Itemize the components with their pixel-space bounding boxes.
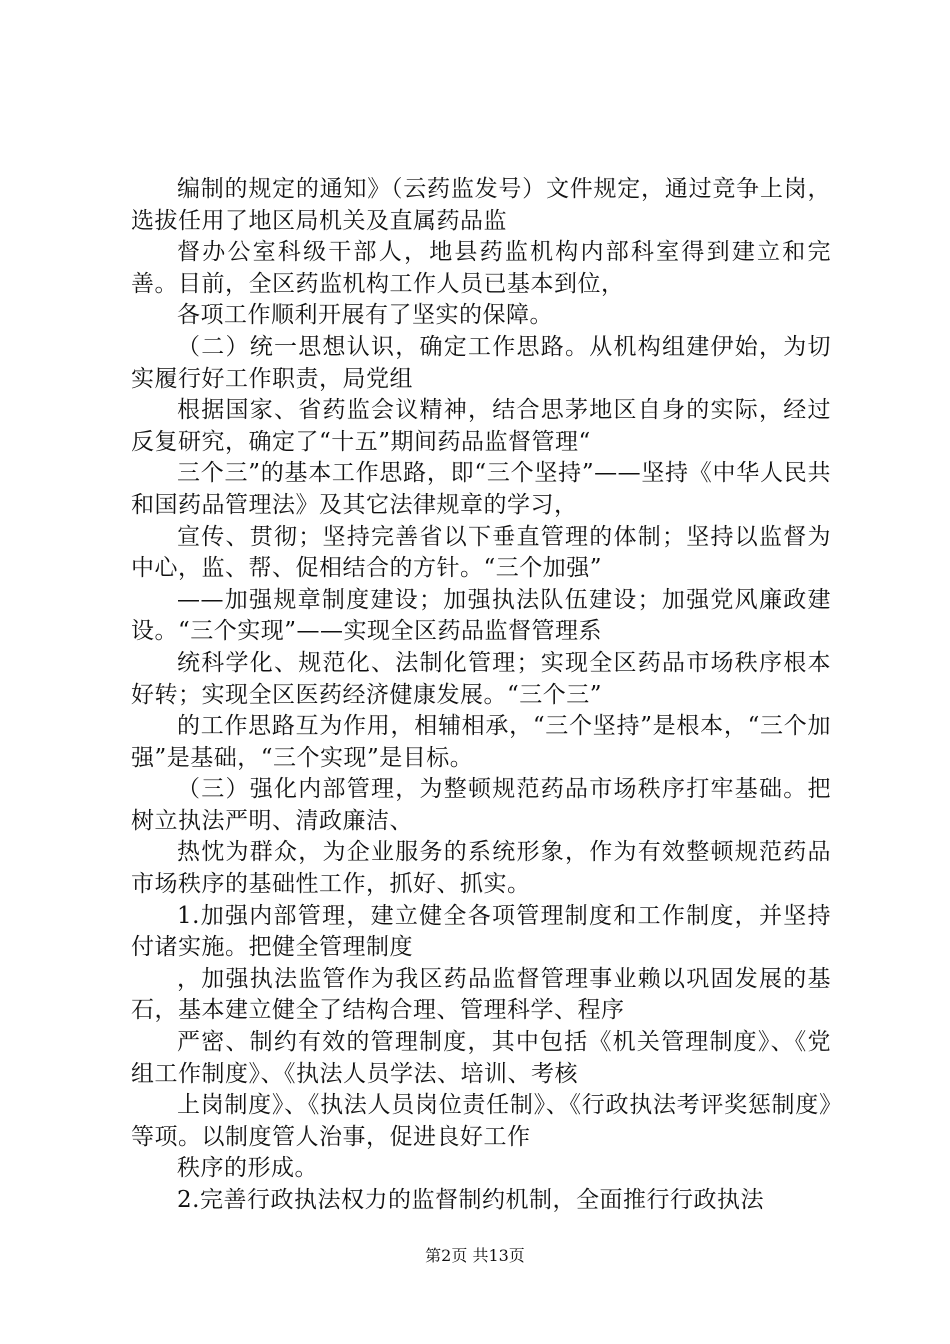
paragraph: 1.加强内部管理，建立健全各项管理制度和工作制度，并坚持付诸实施。把健全管理制度 (131, 902, 831, 961)
paragraph: 严密、制约有效的管理制度，其中包括《机关管理制度》、《党组工作制度》、《执法人员学法、培训、考核 (131, 1029, 831, 1087)
paragraph: 统科学化、规范化、法制化管理；实现全区药品市场秩序根本好转；实现全区医药经济健康发展。“三个三” (131, 649, 831, 708)
page-number-footer: 第2页 共13页 (425, 1246, 525, 1265)
paragraph: 的工作思路互为作用，相辅相承，“三个坚持”是根本，“三个加强”是基础，“三个实现”是目标。 (131, 713, 831, 771)
paragraph: 三个三”的基本工作思路，即“三个坚持”——坚持《中华人民共和国药品管理法》及其它法律规章的学习， (131, 460, 831, 518)
paragraph: 秩序的形成。 (177, 1155, 318, 1182)
paragraph: （三）强化内部管理，为整顿规范药品市场秩序打牢基础。把树立执法严明、清政廉洁、 (131, 776, 831, 834)
paragraph: 2.完善行政执法权力的监督制约机制，全面推行行政执法 (177, 1187, 764, 1213)
paragraph: 督办公室科级干部人，地县药监机构内部科室得到建立和完善。目前，全区药监机构工作人员已基本到位， (131, 239, 831, 297)
document-body (131, 174, 831, 1217)
paragraph: ——加强规章制度建设；加强执法队伍建设；加强党风廉政建设。“三个实现”——实现全区药品监督管理系 (131, 586, 831, 645)
paragraph: 上岗制度》、《执法人员岗位责任制》、《行政执法考评奖惩制度》等项。以制度管人治事，促进良好工作 (131, 1092, 831, 1150)
paragraph: 各项工作顺利开展有了坚实的保障。 (177, 302, 553, 329)
paragraph: 编制的规定的通知》（云药监发号）文件规定，通过竞争上岗，选拔任用了地区局机关及直属药品监 (131, 176, 831, 234)
paragraph: 根据国家、省药监会议精神，结合思茅地区自身的实际，经过反复研究，确定了“十五”期间药品监督管理“ (131, 397, 831, 455)
paragraph: 热忱为群众，为企业服务的系统形象，作为有效整顿规范药品市场秩序的基础性工作，抓好、抓实。 (131, 839, 831, 898)
paragraph: 宣传、贯彻；坚持完善省以下垂直管理的体制；坚持以监督为中心，监、帮、促相结合的方针。“三个加强” (131, 523, 831, 582)
paragraph: ，加强执法监管作为我区药品监督管理事业赖以巩固发展的基石，基本建立健全了结构合理、管理科学、程序 (131, 965, 831, 1024)
paragraph: （二）统一思想认识，确定工作思路。从机构组建伊始，为切实履行好工作职责，局党组 (131, 333, 831, 392)
